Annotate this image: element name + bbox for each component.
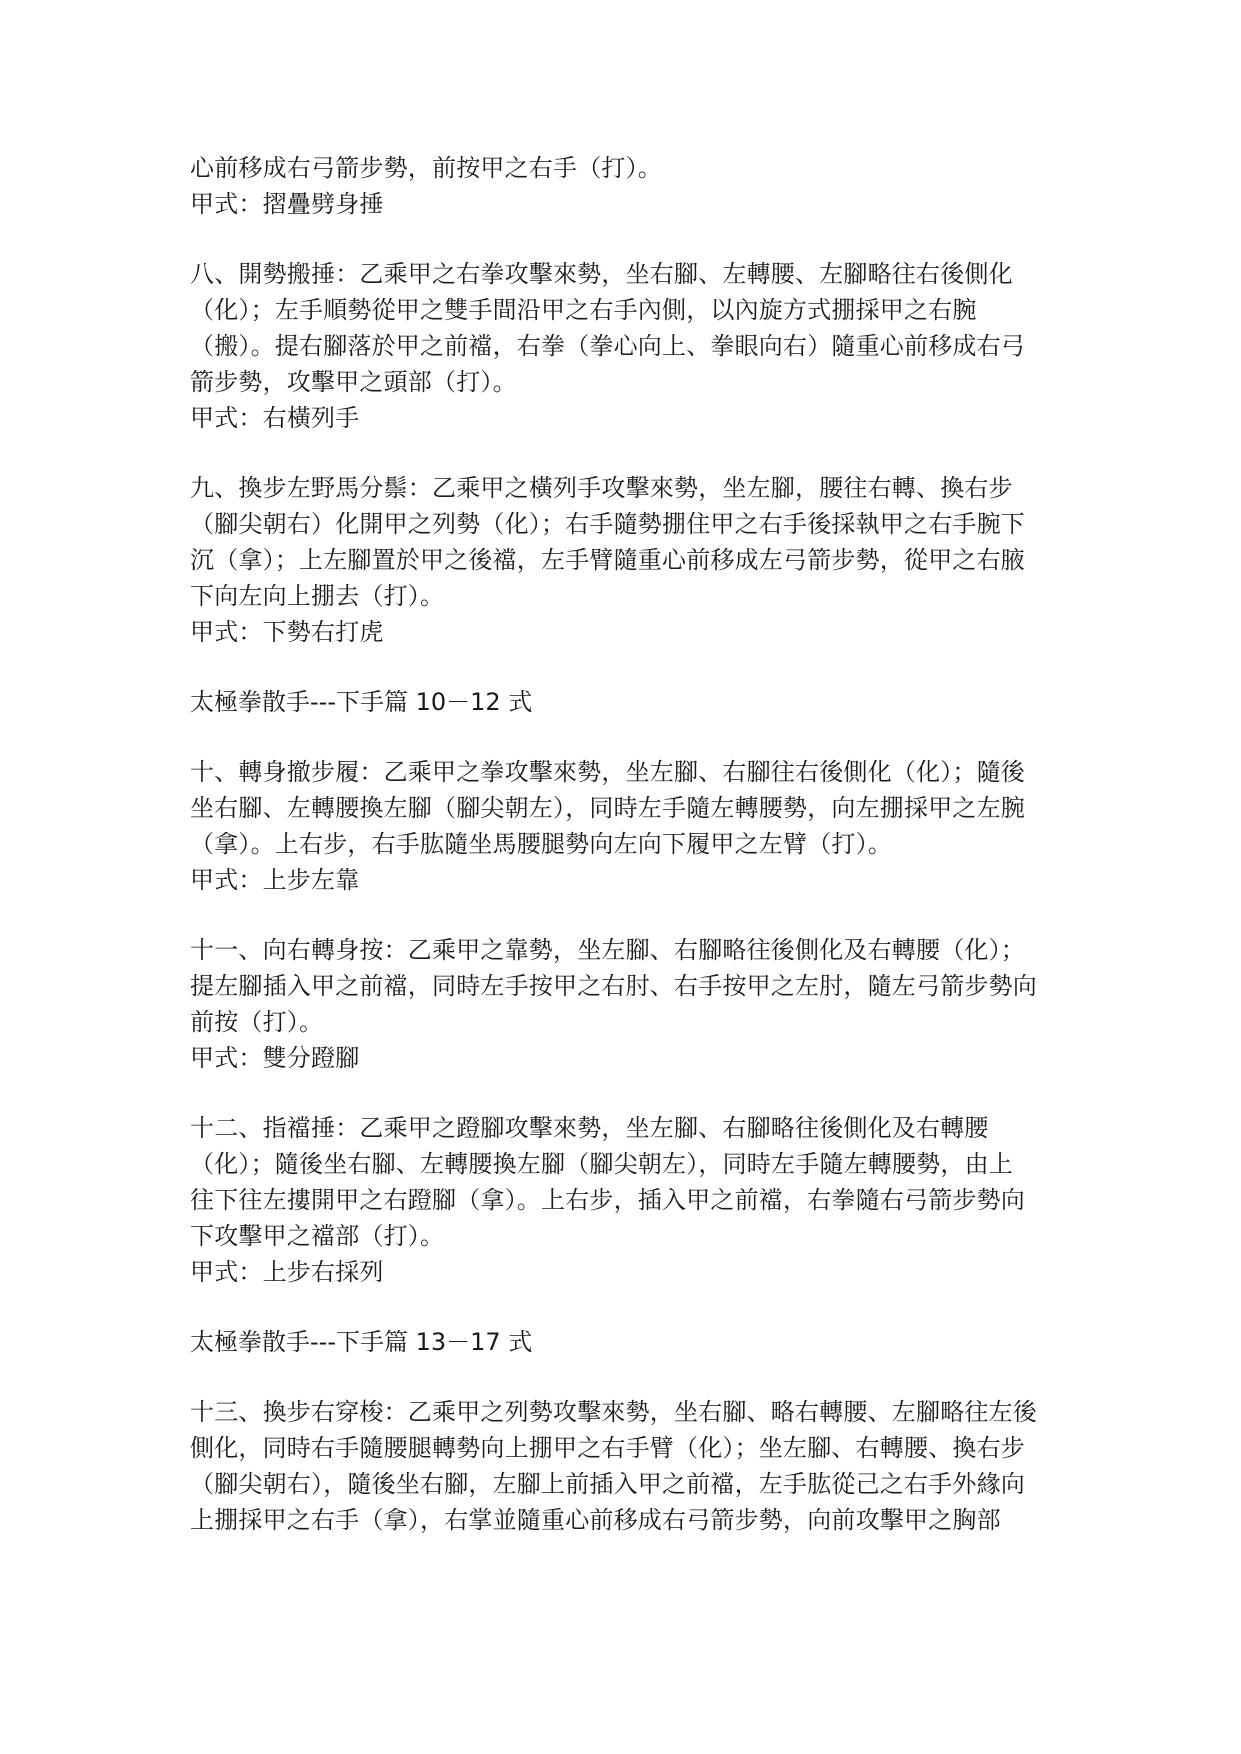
paragraph-gap [190,720,1060,754]
text-line: 心前移成右弓箭步勢，前按甲之右手（打）。 [190,154,662,182]
text-line: 甲式：上步左靠 [190,866,360,894]
text-line: 甲式：摺疊劈身捶 [190,190,384,218]
text-line: 往下往左摟開甲之右蹬腳（拿）。上右步，插入甲之前襠，右拳隨右弓箭步勢向 [190,1186,1025,1214]
text-line: （腳尖朝右）化開甲之列勢（化）；右手隨勢掤住甲之右手後採執甲之右手腕下 [190,510,1025,538]
paragraph [190,932,1060,1076]
paragraph-gap [190,650,1060,684]
text-line: 九、換步左野馬分鬃：乙乘甲之橫列手攻擊來勢，坐左腳，腰往右轉、換右步 [190,474,1013,502]
section-heading [190,1324,1060,1360]
text-line: 上掤採甲之右手（拿），右掌並隨重心前移成右弓箭步勢，向前攻擊甲之胸部 [190,1506,1001,1534]
text-line: （搬）。提右腳落於甲之前襠，右拳（拳心向上、拳眼向右）隨重心前移成右弓 [190,332,1025,360]
text-line: 下向左向上掤去（打）。 [190,582,445,610]
text-line: 甲式：上步右採列 [190,1258,384,1286]
text-line: 十、轉身撤步履：乙乘甲之拳攻擊來勢，坐左腳、右腳往右後側化（化）；隨後 [190,758,1025,786]
text-line: 甲式：雙分蹬腳 [190,1044,360,1072]
paragraph-gap [190,1360,1060,1394]
text-line: 箭步勢，攻擊甲之頭部（打）。 [190,368,517,396]
paragraph-gap [190,222,1060,256]
text-line: 提左腳插入甲之前襠，同時左手按甲之右肘、右手按甲之左肘，隨左弓箭步勢向 [190,972,1037,1000]
paragraph [190,150,1060,222]
text-line: 太極拳散手---下手篇 13－17 式 [190,1328,533,1356]
paragraph [190,1110,1060,1290]
text-line: 沉（拿）；上左腳置於甲之後襠，左手臂隨重心前移成左弓箭步勢，從甲之右腋 [190,546,1025,574]
paragraph [190,256,1060,436]
paragraph [190,470,1060,650]
paragraph-gap [190,1290,1060,1324]
text-line: 十二、指襠捶：乙乘甲之蹬腳攻擊來勢，坐左腳、右腳略往後側化及右轉腰 [190,1114,989,1142]
paragraph-gap [190,898,1060,932]
text-line: 八、開勢搬捶：乙乘甲之右拳攻擊來勢，坐右腳、左轉腰、左腳略往右後側化 [190,260,1013,288]
text-line: （化）；左手順勢從甲之雙手間沿甲之右手內側，以內旋方式掤採甲之右腕 [190,296,977,324]
document-page [190,150,1060,1538]
text-line: 甲式：下勢右打虎 [190,618,384,646]
text-line: 坐右腳、左轉腰換左腳（腳尖朝左），同時左手隨左轉腰勢，向左掤採甲之左腕 [190,794,1025,822]
paragraph [190,1394,1060,1538]
text-line: （化）；隨後坐右腳、左轉腰換左腳（腳尖朝左），同時左手隨左轉腰勢，由上 [190,1150,1013,1178]
text-line: 十一、向右轉身按：乙乘甲之靠勢，坐左腳、右腳略往後側化及右轉腰（化）； [190,936,1025,964]
paragraph-gap [190,1076,1060,1110]
paragraph [190,754,1060,898]
text-line: 太極拳散手---下手篇 10－12 式 [190,688,533,716]
text-line: （拿）。上右步，右手肱隨坐馬腰腿勢向左向下履甲之左臂（打）。 [190,830,892,858]
text-line: 前按（打）。 [190,1008,324,1036]
text-line: 下攻擊甲之襠部（打）。 [190,1222,445,1250]
text-line: （腳尖朝右），隨後坐右腳，左腳上前插入甲之前襠，左手肱從己之右手外緣向 [190,1470,1025,1498]
text-line: 十三、換步右穿梭：乙乘甲之列勢攻擊來勢，坐右腳、略右轉腰、左腳略往左後 [190,1398,1037,1426]
text-line: 側化，同時右手隨腰腿轉勢向上掤甲之右手臂（化）；坐左腳、右轉腰、換右步 [190,1434,1025,1462]
paragraph-gap [190,436,1060,470]
section-heading [190,684,1060,720]
text-line: 甲式：右橫列手 [190,404,360,432]
